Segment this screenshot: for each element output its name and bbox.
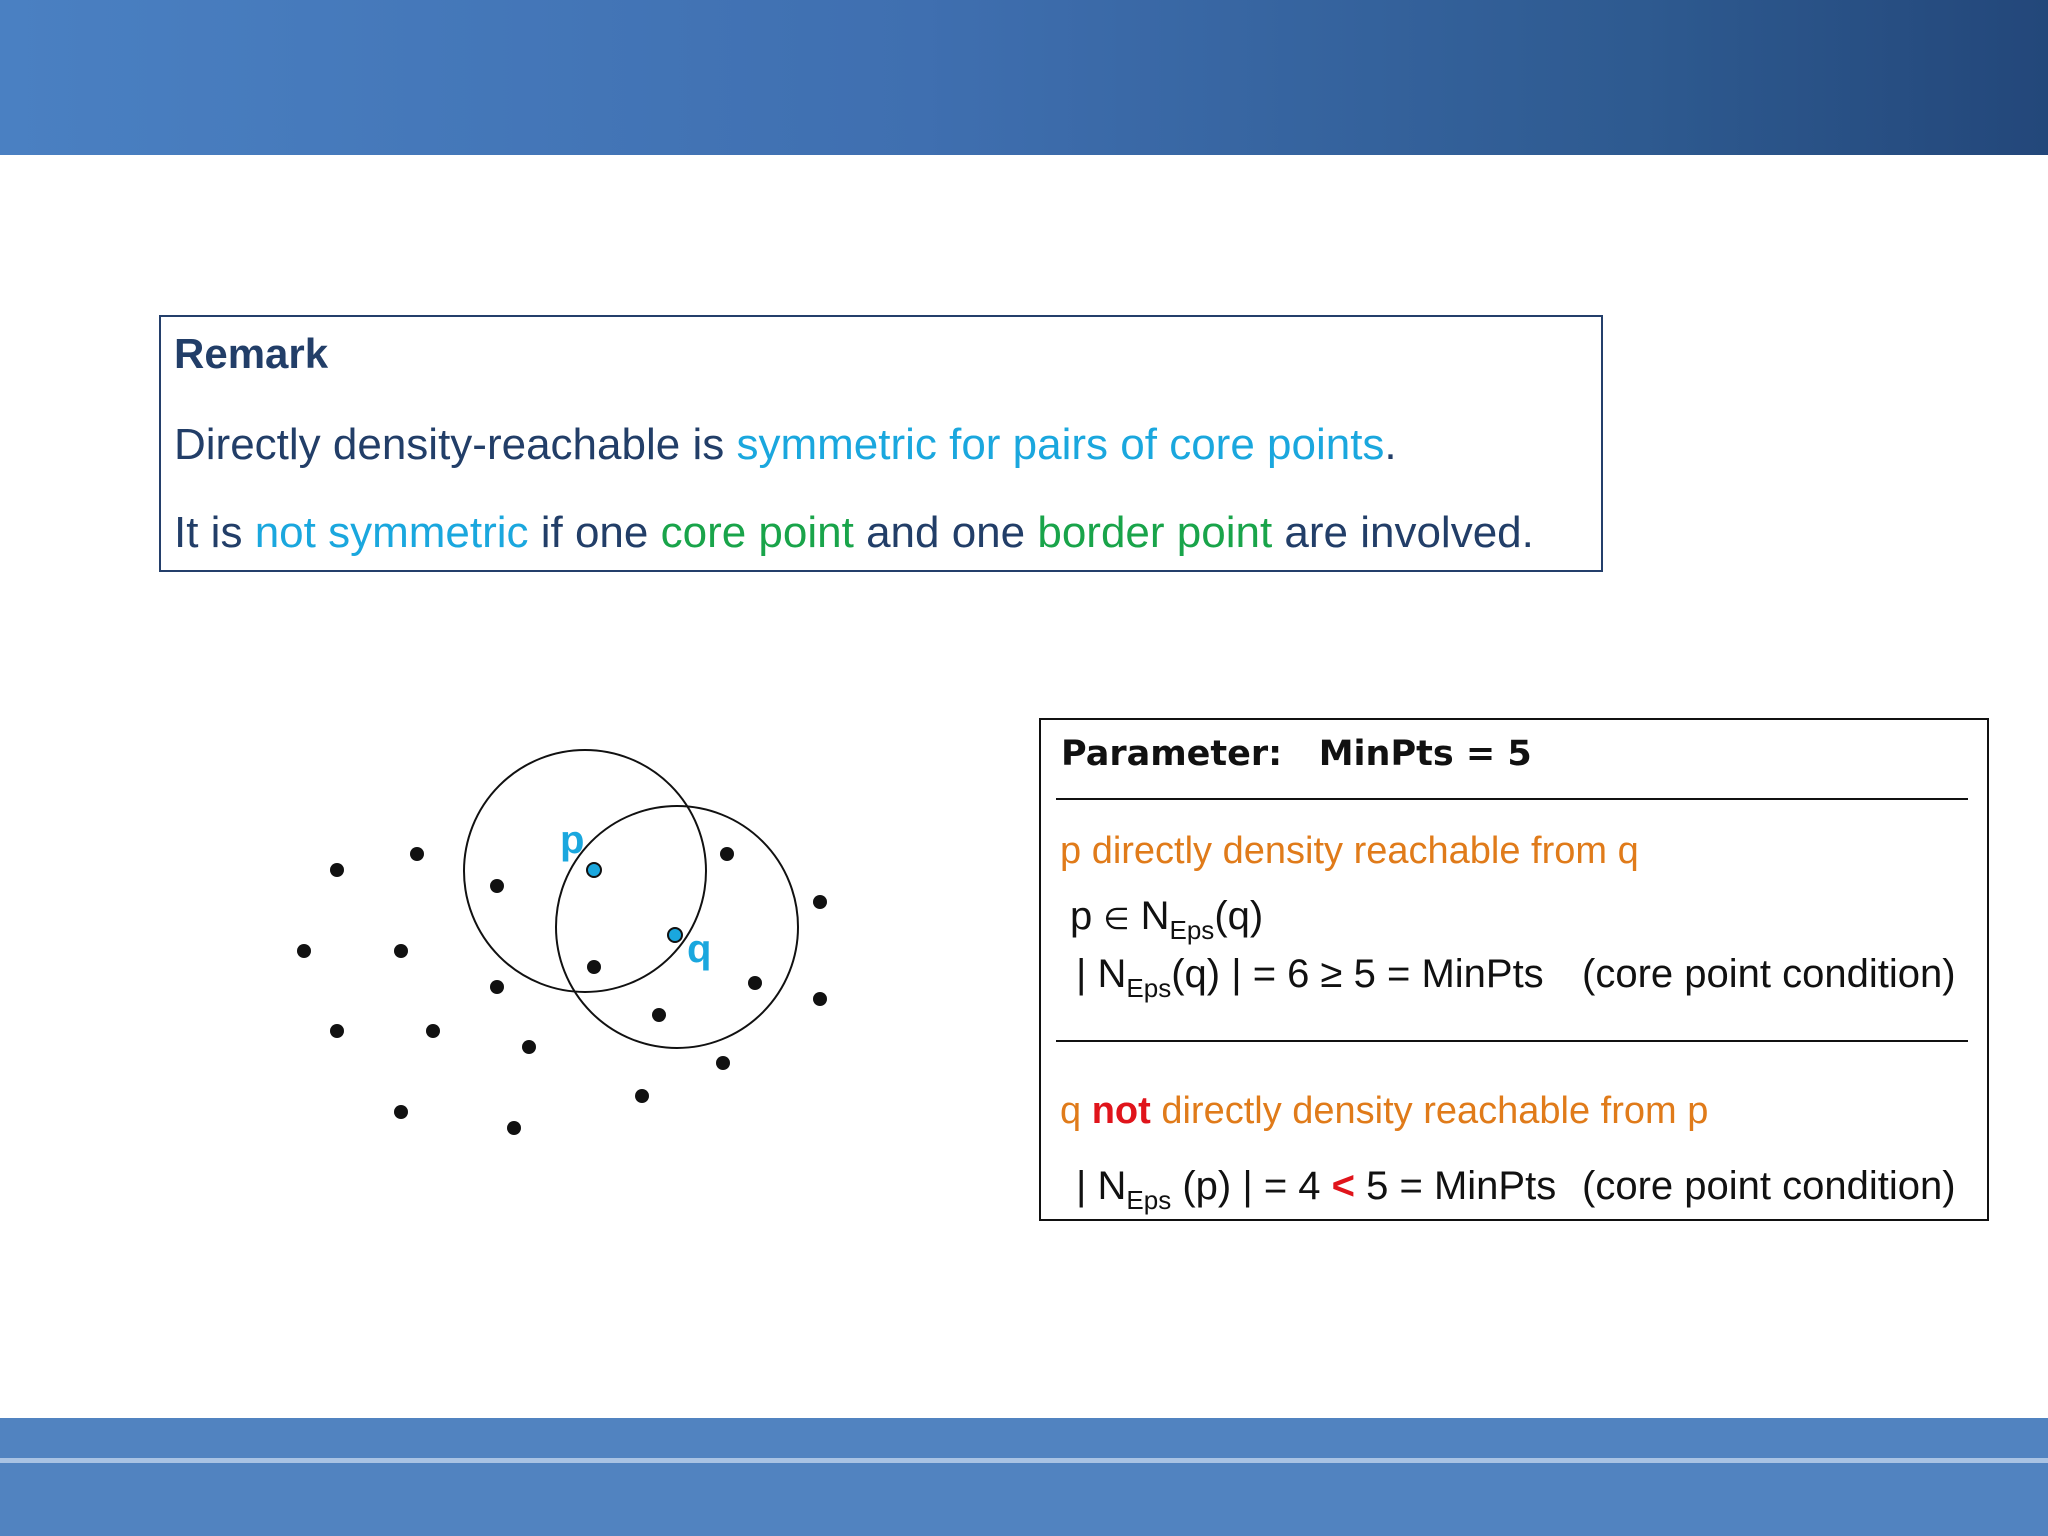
data-point [522, 1040, 536, 1054]
data-point [394, 1105, 408, 1119]
less-than-highlight: < [1331, 1164, 1356, 1208]
formula-mid: (p) | = 4 [1171, 1164, 1332, 1208]
data-point [652, 1008, 666, 1022]
data-point [748, 976, 762, 990]
cardinality-formula-q [1076, 952, 1544, 1004]
parameter-title: Parameter: MinPts = 5 [1061, 734, 1532, 774]
not-highlight: not [1091, 1090, 1151, 1132]
data-point [410, 847, 424, 861]
border-point-highlight: border point [1037, 508, 1273, 557]
formula-p: p [1070, 894, 1104, 938]
case2-q: q [1060, 1090, 1092, 1132]
core-point-highlight: core point [660, 508, 854, 557]
remark-line-1-end: . [1384, 420, 1397, 469]
remark-line-2-text-c: if one [528, 508, 661, 557]
data-point [716, 1056, 730, 1070]
point-q [668, 928, 682, 942]
data-point [587, 960, 601, 974]
cardinality-formula-p [1076, 1164, 1556, 1216]
remark-line-2-text-e: and one [853, 508, 1038, 557]
case2-rest: directly density reachable from p [1150, 1090, 1709, 1132]
eps-neighborhood-q [556, 806, 798, 1048]
case-p-from-q: p directly density reachable from q [1060, 830, 1639, 872]
symmetric-highlight: symmetric for pairs of core points [736, 420, 1385, 469]
data-point [426, 1024, 440, 1038]
point-p [587, 863, 601, 877]
formula-rest: (q) | = 6 ≥ 5 = MinPts [1171, 952, 1544, 996]
remark-title: Remark [174, 330, 329, 377]
eps-neighborhood-p [464, 750, 706, 992]
data-point [330, 863, 344, 877]
not-symmetric-highlight: not symmetric [254, 508, 529, 557]
data-point [490, 980, 504, 994]
footer-stripe [0, 1458, 2048, 1463]
data-point [490, 879, 504, 893]
formula-q: (q) [1214, 894, 1264, 938]
core-point-condition-note: (core point condition) [1582, 952, 1956, 996]
data-point [813, 992, 827, 1006]
eps-subscript: Eps [1169, 915, 1215, 945]
eps-subscript: Eps [1126, 1185, 1172, 1215]
remark-line-1-text: Directly density-reachable is [174, 420, 737, 469]
data-point [297, 944, 311, 958]
case-q-from-p [1060, 1090, 1708, 1133]
data-point [635, 1089, 649, 1103]
divider-middle [1056, 1040, 1968, 1042]
data-point [813, 895, 827, 909]
divider-top [1056, 798, 1968, 800]
formula-start: | N [1076, 1164, 1127, 1208]
formula-n: N [1129, 894, 1170, 938]
remark-line-2-text-a: It is [174, 508, 255, 557]
formula-end: 5 = MinPts [1355, 1164, 1557, 1208]
formula-start: | N [1076, 952, 1127, 996]
remark-line-1 [174, 420, 1397, 470]
data-point [507, 1121, 521, 1135]
remark-line-2 [174, 508, 1534, 558]
data-point [394, 944, 408, 958]
footer-band [0, 1418, 2048, 1536]
header-band [0, 0, 2048, 155]
remark-line-2-text-g: are involved. [1272, 508, 1534, 557]
eps-subscript: Eps [1126, 973, 1172, 1003]
label-p: p [560, 818, 585, 862]
element-of-symbol: ∈ [1103, 903, 1130, 936]
membership-formula [1070, 894, 1263, 946]
data-point [330, 1024, 344, 1038]
label-q: q [687, 927, 712, 971]
core-point-condition-note: (core point condition) [1582, 1164, 1956, 1208]
data-point [720, 847, 734, 861]
neighborhood-diagram [270, 740, 870, 1160]
